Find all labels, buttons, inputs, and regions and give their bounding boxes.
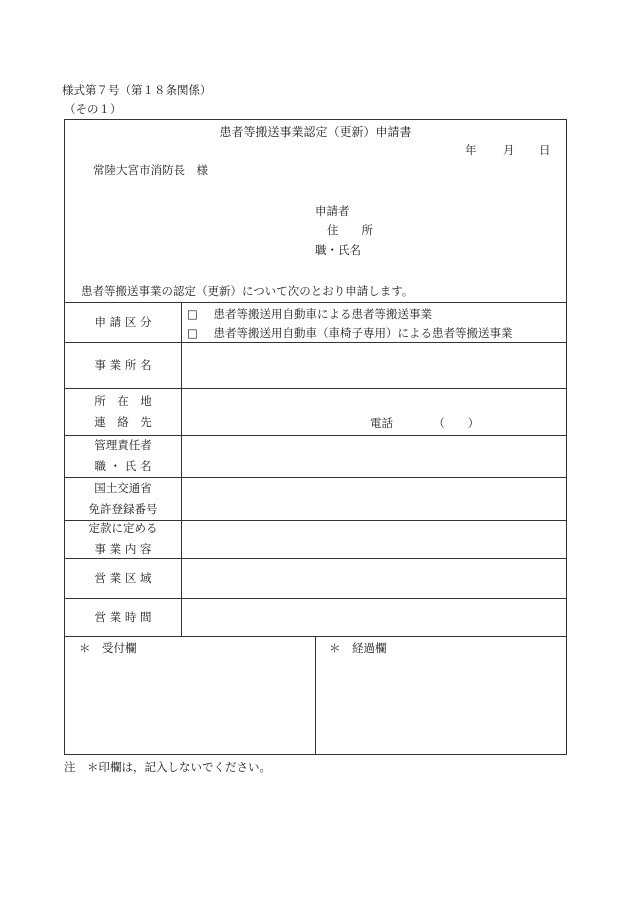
business-area-field[interactable] [182,559,566,598]
addressee: 常陸大宮市消防長 様 [93,163,208,177]
business-hours-field[interactable] [182,599,566,636]
form-number: 様式第７号（第１８条関係） [62,83,212,97]
date-year: 年 [465,143,477,157]
checkbox-icon[interactable]: □ [187,326,198,340]
application-statement: 患者等搬送事業の認定（更新）について次のとおり申請します。 [81,284,414,298]
form-title: 患者等搬送事業認定（更新）申請書 [219,125,412,139]
reception-column-label: ＊ 受付欄 [79,641,137,655]
office-name-label: 事 業 所 名 [94,357,152,372]
progress-column-label: ＊ 経過欄 [329,641,387,655]
date-day: 日 [539,143,551,157]
business-hours-label: 営 業 時 間 [94,609,152,624]
office-name-field[interactable] [182,343,566,388]
application-type-option-1[interactable] [187,306,432,322]
location-label: 所 在 地 [94,393,152,408]
contact-label: 連 絡 先 [94,414,152,429]
manager-label: 管理責任者 職 ・ 氏 名 [94,438,152,473]
business-content-field[interactable] [182,521,566,558]
footer-note: 注 ＊印欄は，記入しないでください。 [64,760,271,774]
application-type-label: 申 請 区 分 [94,314,152,329]
application-form [64,119,567,755]
checkbox-icon[interactable]: □ [187,307,198,321]
mlit-license-field[interactable] [182,478,566,520]
application-type-option-2[interactable] [187,325,513,341]
date-month: 月 [503,143,515,157]
form-sub-number: （その１） [64,102,122,116]
mlit-license-label: 国土交通省 免許登録番号 [88,480,158,516]
option-2-label: 患者等搬送用自動車（車椅子専用）による患者等搬送事業 [213,326,513,340]
manager-field[interactable] [182,436,566,477]
applicant-name-label: 職・氏名 [315,243,361,257]
phone-label: 電話 （ ） [370,416,480,430]
applicant-label: 申請者 [315,204,350,218]
business-content-label: 定款に定める 事 業 内 容 [88,521,158,556]
location-contact-label [65,388,181,435]
business-area-label: 営 業 区 域 [94,570,152,585]
option-1-label: 患者等搬送用自動車による患者等搬送事業 [213,307,433,321]
applicant-address-label: 住 所 [327,223,373,237]
